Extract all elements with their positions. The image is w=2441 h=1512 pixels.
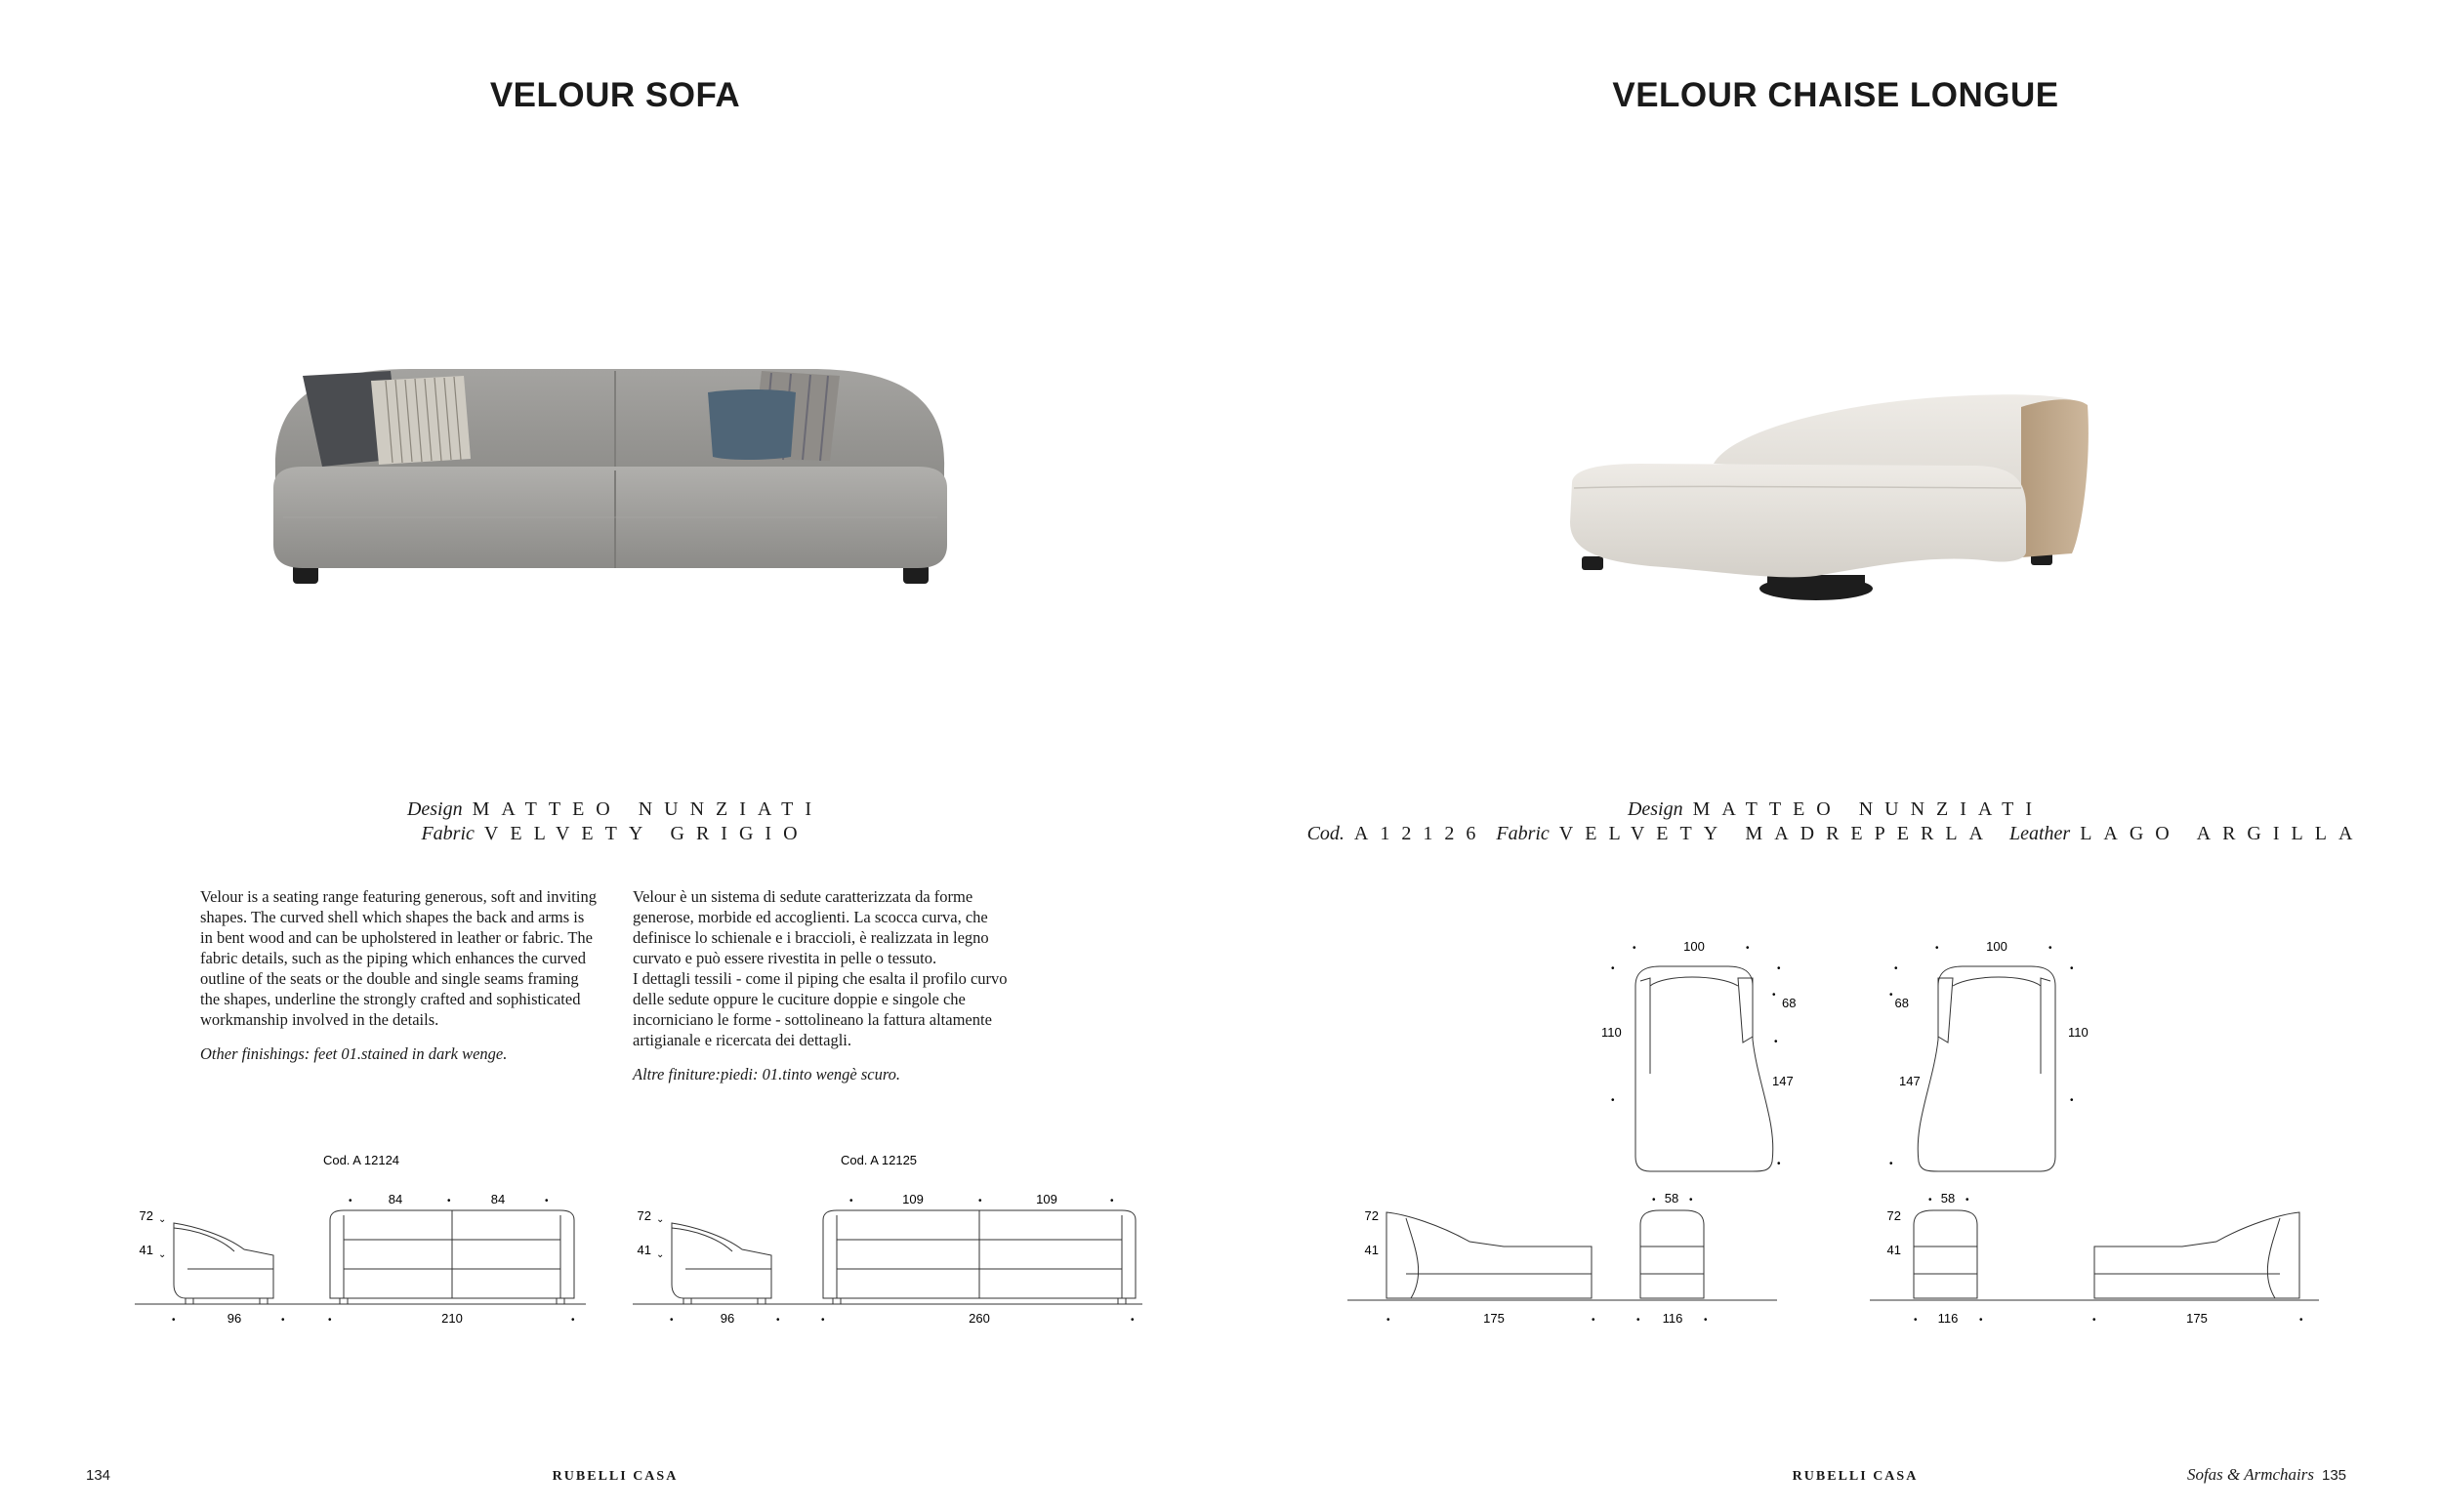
svg-text:•: • [281,1315,285,1326]
svg-text:72: 72 [139,1208,153,1223]
svg-text:•: • [1889,990,1893,1001]
elevation-chaise-left [1347,1191,1797,1337]
svg-text:41: 41 [1886,1243,1901,1257]
svg-text:•: • [1611,963,1615,974]
svg-text:72: 72 [1364,1208,1379,1223]
svg-text:41: 41 [637,1243,651,1257]
velour-sofa-photo [264,351,947,595]
svg-text:•: • [849,1196,853,1206]
description-english [200,886,600,1078]
finish-it-text: Altre finiture:piedi: 01.tinto wengè scuro. [633,1065,901,1083]
svg-text:175: 175 [2186,1311,2208,1326]
svg-text:•: • [2048,943,2052,954]
drawing-a12125 [625,1142,1152,1337]
right-cod-fabric-leather-credit [1250,823,2421,845]
svg-text:⌄: ⌄ [158,1249,167,1260]
svg-text:68: 68 [1894,996,1909,1010]
svg-text:147: 147 [1772,1074,1794,1088]
svg-text:210: 210 [441,1311,463,1326]
leather-name: LAGO ARGILLA [2080,823,2365,844]
design-label: Design [1627,798,1683,820]
svg-text:110: 110 [2068,1025,2089,1040]
svg-text:72: 72 [637,1208,651,1223]
svg-text:⌄: ⌄ [158,1214,167,1225]
left-design-credit [371,798,859,821]
svg-text:100: 100 [1683,939,1705,954]
velour-chaise-longue-photo [1562,386,2109,610]
elevation-chaise-right [1870,1191,2329,1337]
svg-text:•: • [2070,963,2074,974]
svg-text:58: 58 [1664,1191,1679,1206]
svg-text:•: • [1772,990,1776,1001]
svg-text:•: • [1386,1315,1390,1326]
svg-text:•: • [1894,963,1898,974]
svg-text:•: • [1592,1315,1595,1326]
svg-text:•: • [670,1315,674,1326]
svg-text:•: • [1636,1315,1640,1326]
svg-text:•: • [1777,1159,1781,1169]
svg-text:58: 58 [1940,1191,1956,1206]
plan-view-left-facing [1582,927,1816,1181]
right-page-title: VELOUR CHAISE LONGUE [1612,76,2059,114]
svg-text:260: 260 [969,1311,990,1326]
svg-text:41: 41 [1364,1243,1379,1257]
svg-text:•: • [328,1315,332,1326]
page-number-135: 135 [2322,1467,2347,1484]
svg-text:•: • [545,1196,549,1206]
left-page-title: VELOUR SOFA [489,76,741,114]
svg-text:•: • [172,1315,176,1326]
svg-text:•: • [571,1315,575,1326]
svg-text:•: • [1774,1037,1778,1047]
svg-text:116: 116 [1937,1311,1959,1326]
svg-text:41: 41 [139,1243,153,1257]
svg-text:68: 68 [1782,996,1797,1010]
svg-text:109: 109 [1036,1192,1057,1206]
svg-text:•: • [1652,1195,1656,1206]
svg-text:84: 84 [388,1192,403,1206]
svg-text:⌄: ⌄ [656,1214,665,1225]
design-label: Design [406,798,463,820]
svg-text:•: • [1633,943,1636,954]
svg-text:•: • [1746,943,1750,954]
svg-text:•: • [1611,1095,1615,1106]
description-italian [633,886,1033,1098]
svg-text:•: • [2092,1315,2096,1326]
svg-text:•: • [978,1196,982,1206]
svg-text:•: • [1110,1196,1114,1206]
svg-text:•: • [1889,1159,1893,1169]
brand-right: RUBELLI CASA [1792,1469,1919,1484]
svg-text:84: 84 [490,1192,506,1206]
designer-name: MATTEO NUNZIATI [1692,798,2045,820]
left-fabric-credit [371,823,859,845]
svg-text:96: 96 [720,1311,735,1326]
svg-text:•: • [1965,1195,1969,1206]
svg-text:•: • [821,1315,825,1326]
leather-label: Leather [2008,823,2071,844]
svg-text:•: • [1131,1315,1135,1326]
svg-text:•: • [1928,1195,1932,1206]
brand-left: RUBELLI CASA [552,1469,679,1484]
svg-text:175: 175 [1483,1311,1505,1326]
fabric-name: VELVETY GRIGIO [483,823,809,844]
fabric-name: VELVETY MADREPERLA [1558,823,1995,844]
designer-name: MATTEO NUNZIATI [472,798,824,820]
plan-view-right-facing [1875,927,2109,1181]
svg-text:•: • [1777,963,1781,974]
svg-text:•: • [1979,1315,1983,1326]
svg-text:⌄: ⌄ [656,1249,665,1260]
drawing-a12124 [127,1142,586,1337]
description-it-text-2: I dettagli tessili - come il piping che esalta il profilo curvo delle sedute oppure le cuciture doppie e singole che incorniciano le forme - sottolineano la fattura altamente artigianale e ricercata dei dettagli. [633,969,1008,1049]
description-it-text-1: Velour è un sistema di sedute caratterizzata da forme generose, morbide ed accoglienti. La scocca curva, che definisce lo schienale e i braccioli, è realizzata in legno curvato e può essere rivestita in pelle o tessuto. [633,887,989,967]
section-name: Sofas & Armchairs [2186,1465,2314,1484]
svg-text:•: • [1914,1315,1918,1326]
finish-en-text: Other finishings: feet 01.stained in dark wenge. [200,1044,508,1063]
right-design-credit [1543,798,2129,821]
svg-text:•: • [1704,1315,1708,1326]
svg-text:116: 116 [1662,1311,1683,1326]
svg-text:72: 72 [1886,1208,1901,1223]
fabric-label: Fabric [1496,823,1550,844]
page-number-134: 134 [86,1467,111,1484]
svg-text:•: • [776,1315,780,1326]
svg-text:•: • [1935,943,1939,954]
svg-text:109: 109 [902,1192,924,1206]
svg-text:100: 100 [1986,939,2007,954]
code-a12124: Cod. A 12124 [322,1153,400,1167]
svg-text:96: 96 [227,1311,242,1326]
svg-text:110: 110 [1601,1025,1622,1040]
svg-text:•: • [447,1196,451,1206]
svg-text:•: • [2299,1315,2303,1326]
cod-value: A12126 [1353,823,1488,844]
cod-label: Cod. [1306,823,1345,844]
fabric-label: Fabric [421,823,475,844]
description-en-text: Velour is a seating range featuring generous, soft and inviting shapes. The curved shell which shapes the back and arms is in bent wood and can be upholstered in leather or fabric. The fabric details, such as the piping which enhances the curved outline of the seats or the double and single seams framing the shapes, underline the strongly crafted and sophisticated workmanship involved in the details. [200,887,597,1029]
svg-text:•: • [1689,1195,1693,1206]
svg-text:•: • [2070,1095,2074,1106]
svg-text:147: 147 [1899,1074,1921,1088]
svg-text:•: • [349,1196,352,1206]
code-a12125: Cod. A 12125 [840,1153,918,1167]
